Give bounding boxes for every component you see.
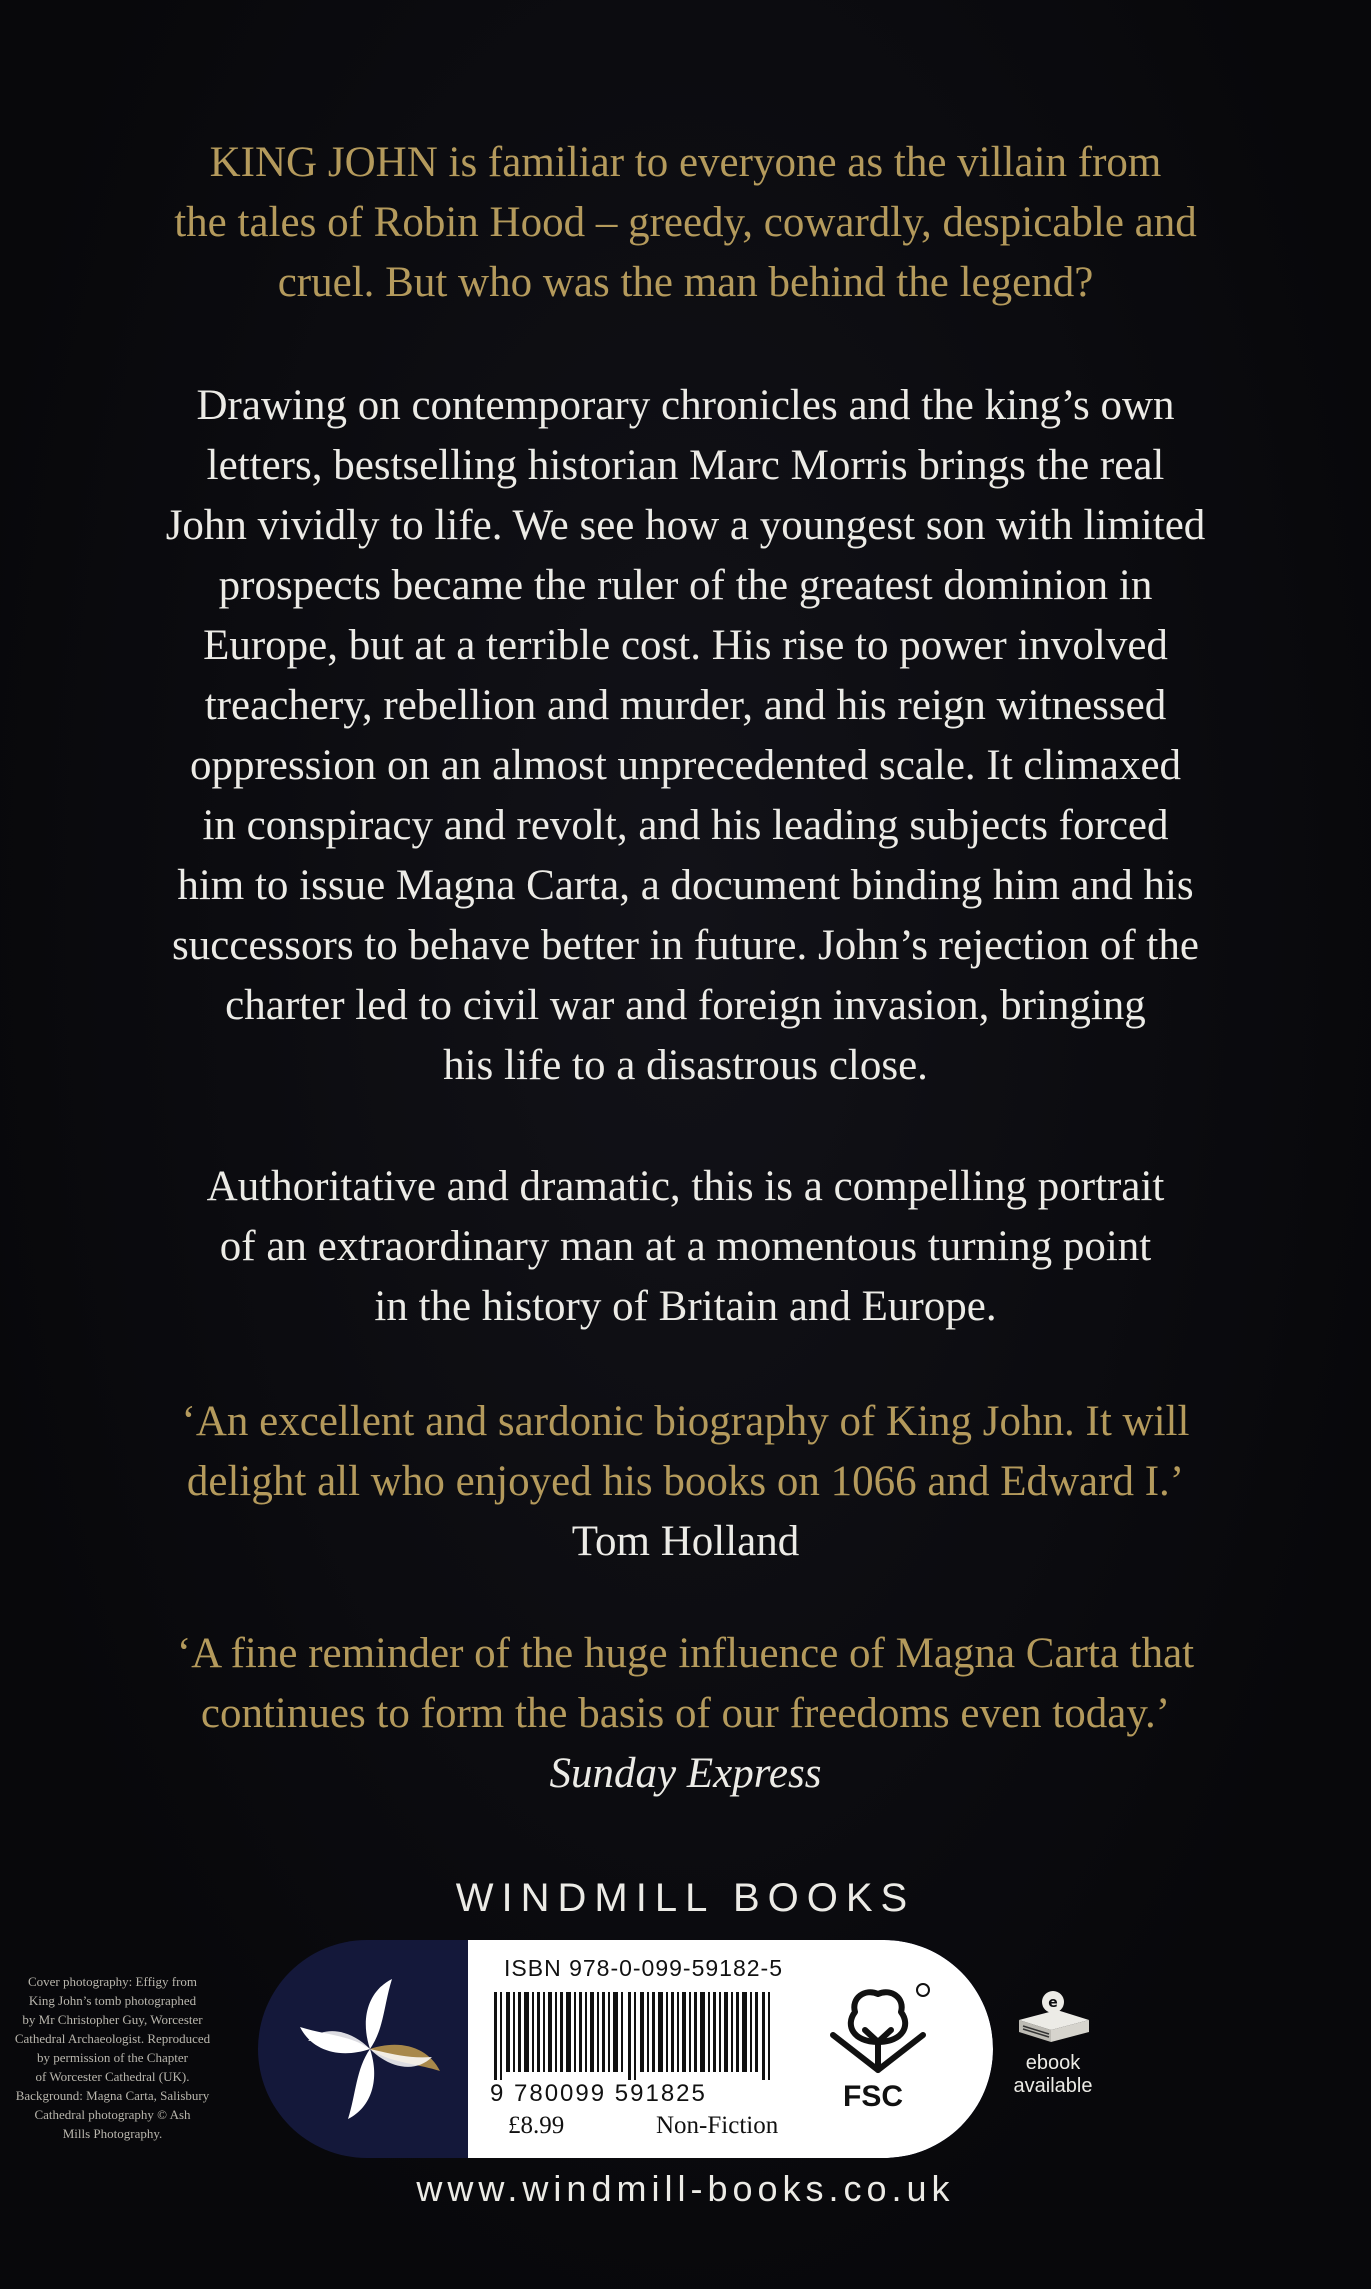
- text-line: oppression on an almost unprecedented scale. It climaxed: [189, 742, 1182, 789]
- windmill-logo-icon: [258, 1940, 468, 2158]
- barcode-icon: [494, 1992, 794, 2080]
- text-line: KING JOHN is familiar to everyone as the villain from: [209, 139, 1162, 186]
- fsc-tree-icon: [823, 1980, 933, 2080]
- ebook-label: ebook: [1025, 2052, 1081, 2074]
- credit-line: by Mr Christopher Guy, Worcester: [22, 2012, 203, 2027]
- credit-line: King John’s tomb photographed: [28, 1993, 197, 2008]
- barcode-panel: [258, 1940, 993, 2158]
- price-label: £8.99: [508, 2112, 565, 2139]
- ebook-device-icon: [1011, 1990, 1095, 2046]
- isbn-label: ISBN 978-0-099-59182-5: [504, 1955, 783, 1981]
- quote-line: ‘An excellent and sardonic biography of King John. It will: [181, 1398, 1190, 1445]
- text-line: Authoritative and dramatic, this is a compelling portrait: [206, 1163, 1165, 1210]
- cover-credits: [0, 1972, 225, 2143]
- text-line: treachery, rebellion and murder, and his reign witnessed: [204, 682, 1167, 729]
- intro-paragraph: [0, 133, 1371, 313]
- body-paragraph: [0, 376, 1371, 1096]
- quote-line: delight all who enjoyed his books on 1066 and Edward I.’: [186, 1458, 1185, 1505]
- credit-line: of Worcester Cathedral (UK).: [35, 2069, 190, 2084]
- text-line: Europe, but at a terrible cost. His rise to power involved: [203, 622, 1168, 669]
- credit-line: Mills Photography.: [62, 2126, 163, 2141]
- review-quote: [0, 1392, 1371, 1572]
- ebook-badge: [1005, 1990, 1101, 2098]
- credit-line: Cathedral Archaeologist. Reproduced: [14, 2031, 211, 2046]
- text-line: Drawing on contemporary chronicles and the king’s own: [196, 382, 1175, 429]
- text-line: in conspiracy and revolt, and his leading subjects forced: [202, 802, 1169, 849]
- text-line: successors to behave better in future. John’s rejection of the: [172, 922, 1199, 969]
- quote-line: ‘A fine reminder of the huge influence of Magna Carta that: [176, 1630, 1195, 1677]
- text-line: his life to a disastrous close.: [443, 1042, 928, 1089]
- quote-attribution: Sunday Express: [549, 1750, 822, 1797]
- fsc-label: FSC: [843, 2080, 903, 2113]
- text-line: prospects became the ruler of the greatest dominion in: [218, 562, 1153, 609]
- text-line: the tales of Robin Hood – greedy, cowardly, despicable and: [174, 199, 1197, 246]
- category-label: Non-Fiction: [656, 2112, 779, 2139]
- text-line: of an extraordinary man at a momentous turning point: [219, 1223, 1152, 1270]
- credit-line: Background: Magna Carta, Salisbury: [15, 2088, 210, 2103]
- publisher-name: WINDMILL BOOKS: [455, 1876, 916, 1920]
- barcode-box: [468, 1940, 993, 2158]
- quote-attribution: Tom Holland: [571, 1518, 800, 1565]
- text-line: charter led to civil war and foreign invasion, bringing: [225, 982, 1146, 1029]
- svg-text:e: e: [1048, 1995, 1058, 2011]
- text-line: letters, bestselling historian Marc Morris brings the real: [206, 442, 1165, 489]
- summary-paragraph: [0, 1157, 1371, 1337]
- website-url: www.windmill-books.co.uk: [416, 2168, 955, 2209]
- text-line: in the history of Britain and Europe.: [374, 1283, 997, 1330]
- ebook-label: available: [1013, 2075, 1093, 2097]
- credit-line: Cover photography: Effigy from: [27, 1974, 198, 1989]
- text-line: cruel. But who was the man behind the legend?: [277, 259, 1094, 306]
- credit-line: Cathedral photography © Ash: [34, 2107, 191, 2122]
- barcode-number: 9 780099 591825: [490, 2080, 707, 2107]
- text-line: him to issue Magna Carta, a document binding him and his: [177, 862, 1194, 909]
- quote-line: continues to form the basis of our freedoms even today.’: [200, 1690, 1171, 1737]
- credit-line: by permission of the Chapter: [37, 2050, 188, 2065]
- review-quote: [0, 1624, 1371, 1804]
- text-line: John vividly to life. We see how a youngest son with limited: [165, 502, 1206, 549]
